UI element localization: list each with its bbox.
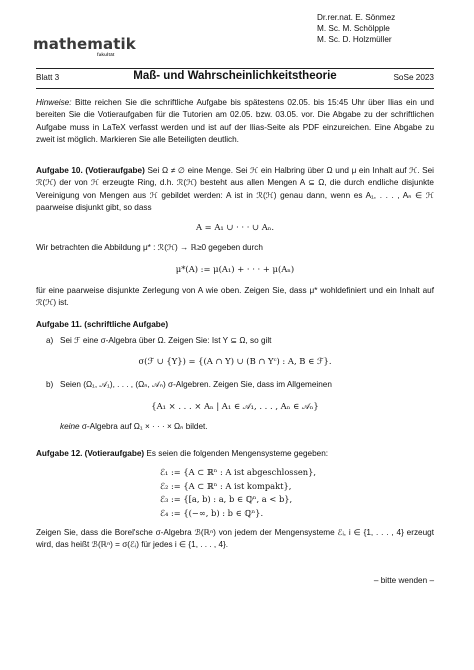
keine-emphasis: keine (60, 422, 80, 431)
faculty-logo (33, 35, 136, 57)
hint-paragraph (36, 97, 434, 147)
author-block (317, 12, 395, 46)
semester: SoSe 2023 (393, 73, 434, 82)
equation-product-sets: {A₁ × . . . × Aₙ | A₁ ∈ 𝒜₁, . . . , Aₙ ∈ 𝒜ₙ} (151, 401, 319, 411)
logo-subtitle: fakultät (97, 52, 115, 57)
bottom-rule (36, 88, 434, 89)
part-b-text: Seien (Ω₁, 𝒜₁), . . . , (Ωₙ, 𝒜ₙ) σ-Algebren. Zeigen Sie, dass im Allgemeinen (60, 380, 332, 389)
part-b-marker: b) (46, 380, 54, 389)
course-title: Maß- und Wahrscheinlichkeitstheorie (133, 70, 337, 82)
hint-label: Hinweise: (36, 98, 72, 107)
set-system-e2: ℰ₂ := {A ⊂ ℝⁿ : A ist kompakt}, (160, 480, 292, 491)
exercise-12-intro (36, 448, 434, 460)
set-system-e3: ℰ₃ := {[a, b) : a, b ∈ ℚⁿ, a < b}, (160, 494, 293, 505)
exercise-11-label: Aufgabe 11. (schriftliche Aufgabe) (36, 320, 169, 329)
exercise-10-intro (36, 165, 434, 215)
exercise-12-label: Aufgabe 12. (Votieraufgabe) (36, 449, 145, 458)
exercise-12-text: Es seien die folgenden Mengensysteme gegeben: (144, 449, 329, 458)
exercise-10-text: Sei Ω ≠ ∅ eine Menge. Sei ℋ ein Halbring über Ω und μ ein Inhalt auf ℋ. Sei ℛ(ℋ) der von ℋ erzeugte Ring, d.h. ℛ(ℋ) besteht aus allen Mengen A ⊆ Ω, die durch endliche disjunkte Vereinigung von Mengen aus ℋ gebildet werden: A ist in ℛ(ℋ) genau dann, wenn es A₁, . . . , Aₙ ∈ ℋ paarweise disjunkt gibt, so dass (36, 166, 434, 213)
title-bar (36, 70, 434, 86)
part-a-marker: a) (46, 336, 54, 345)
sheet-number: Blatt 3 (36, 73, 60, 82)
logo-wordmark: mathematik (33, 35, 136, 53)
author-name: M. Sc. M. Schölpple (317, 24, 390, 34)
hint-text: Bitte reichen Sie die schriftliche Aufgabe bis spätestens 02.05. bis 15:45 Uhr über Ilias ein und bereiten Sie die Votieraufgaben für die Tutorien am 02.05. bzw. 03.05. vor. Die Abgabe zu der schriftlichen Aufgabe muss in LaTeX verfasst werden und ist auf der Ilias-Seite als PDF einzureichen. Eine Abgabe zu zweit ist möglich. Markieren Sie alle Beteiligten deutlich. (36, 98, 434, 145)
equation-mu-star: μ*(A) := μ(A₁) + · · · + μ(Aₙ) (175, 264, 295, 274)
exercise-10-mapping-text: Wir betrachten die Abbildung μ* : ℛ(ℋ) → ℝ≥0 gegeben durch (36, 243, 263, 252)
equation-sigma-union: σ(ℱ ∪ {Y}) = {(A ∩ Y) ∪ (B ∩ Yᶜ) : A, B ∈ ℱ}. (138, 356, 332, 366)
author-name: M. Sc. D. Holzmüller (317, 35, 392, 45)
exercise-10-label: Aufgabe 10. (Votieraufgabe) (36, 166, 145, 175)
author-name: Dr.rer.nat. E. Sönmez (317, 13, 396, 22)
set-system-e4: ℰ₄ := {(−∞, b) : b ∈ ℚⁿ}. (160, 507, 264, 518)
part-a-text: Sei ℱ eine σ-Algebra über Ω. Zeigen Sie: Ist Y ⊆ Ω, so gilt (60, 336, 272, 345)
turn-page-note: – bitte wenden – (373, 576, 434, 585)
set-system-e1: ℰ₁ := {A ⊂ ℝⁿ : A ist abgeschlossen}, (160, 467, 316, 477)
set-systems-list (160, 466, 316, 520)
top-rule (36, 68, 434, 69)
exercise-12-task: Zeigen Sie, dass die Borel'sche σ-Algebra ℬ(ℝⁿ) von jedem der Mengensysteme ℰᵢ, i ∈ {1, . . . , 4} erzeugt wird, das heißt ℬ(ℝⁿ) = σ(ℰᵢ) für jedes i ∈ {1, . . . , 4}. (36, 528, 434, 550)
part-b-conclusion (60, 421, 208, 433)
part-b-tail: σ-Algebra auf Ω₁ × · · · × Ωₙ bildet. (79, 422, 208, 431)
equation-decomposition: A = A₁ ∪ · · · ∪ Aₙ. (195, 222, 275, 232)
exercise-10-task: für eine paarweise disjunkte Zerlegung von A wie oben. Zeigen Sie, dass μ* wohldefiniert und ein Inhalt auf ℛ(ℋ) ist. (36, 286, 434, 308)
